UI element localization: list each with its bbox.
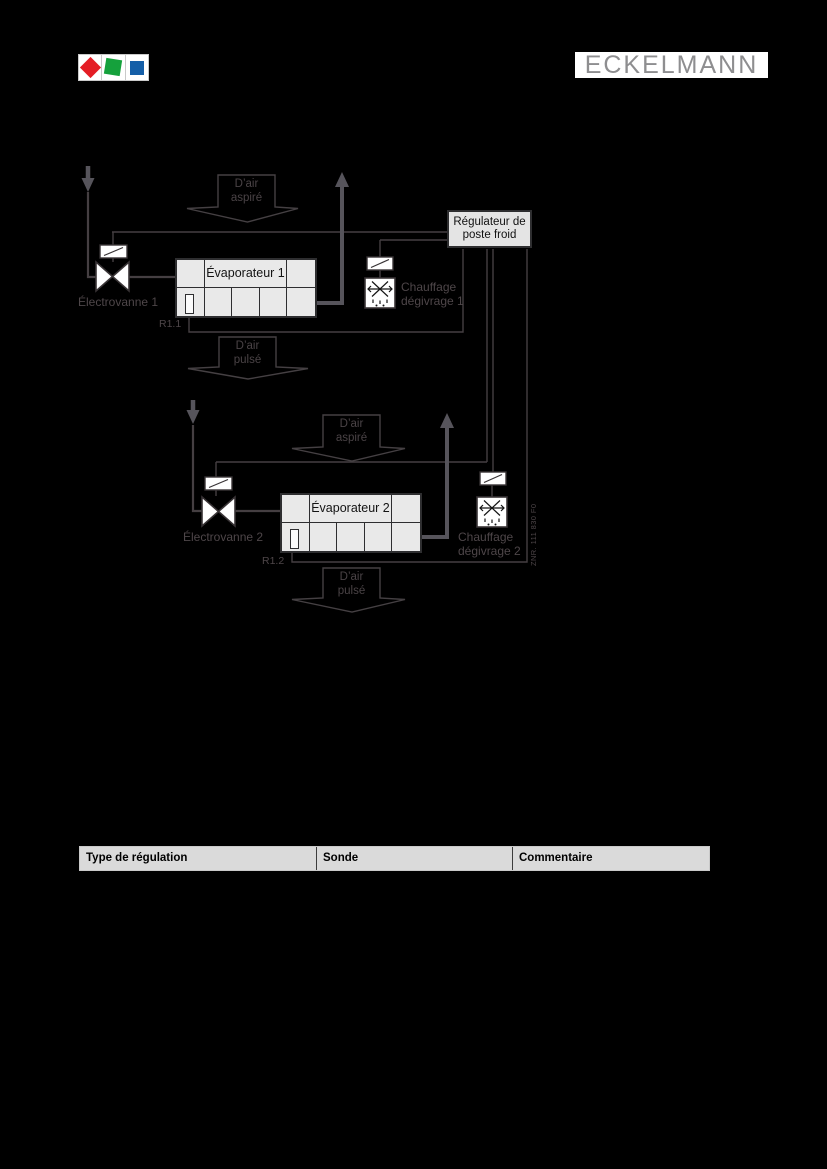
air-in-label-2 — [323, 418, 380, 445]
air-out-line1: D’air — [339, 571, 364, 583]
valve-2-label: Électrovanne 2 — [183, 530, 264, 544]
evaporator-row — [282, 495, 420, 523]
temperature-probe-r1-2 — [290, 529, 299, 549]
evaporator-row — [282, 523, 420, 551]
defrost-1-line2: dégivrage 1 — [401, 293, 464, 308]
suction-duct-1 — [317, 186, 342, 303]
liquid-line-1 — [88, 192, 96, 277]
up-arrow-icon — [335, 172, 349, 187]
air-in-line2: aspiré — [335, 431, 368, 444]
air-out-line1: D’air — [235, 340, 260, 352]
evaporator-1-label: Évaporateur 1 — [205, 260, 288, 287]
drop-dot — [376, 305, 378, 307]
air-out-label-1 — [219, 340, 276, 367]
evaporator-cell — [365, 523, 393, 551]
defrost-2-line1: Chauffage — [458, 530, 514, 544]
column-header-sonde: Sonde — [317, 847, 513, 870]
evaporator-cell — [392, 523, 420, 551]
evaporator-2-box — [280, 493, 422, 553]
wire-defrost2-to-regulator — [492, 249, 493, 497]
drop-dot — [383, 305, 385, 307]
evaporator-cell — [310, 523, 338, 551]
parameter-table-header — [79, 846, 710, 871]
air-in-line1: D’air — [234, 178, 259, 190]
evaporator-row — [177, 288, 315, 316]
temperature-probe-r1-1 — [185, 294, 194, 314]
evaporator-2-label: Évaporateur 2 — [310, 495, 393, 522]
down-arrow-icon — [82, 178, 95, 192]
suction-duct-2 — [420, 427, 447, 537]
evaporator-cell — [337, 523, 365, 551]
evaporator-cell — [287, 260, 315, 287]
drop-dot — [488, 524, 490, 526]
drop-dot — [495, 524, 497, 526]
valve-icon — [219, 497, 236, 526]
valve-1-label: Électrovanne 1 — [78, 295, 159, 309]
evaporator-cell — [287, 288, 315, 316]
defrost-2-line2: dégivrage 2 — [458, 543, 521, 558]
liquid-line-2 — [193, 425, 202, 511]
defrost-1-label — [401, 281, 464, 308]
column-header-type: Type de régulation — [80, 847, 317, 870]
air-out-label-2 — [323, 571, 380, 598]
evaporator-cell — [260, 288, 288, 316]
controller-label-line1: Régulateur de — [453, 216, 526, 228]
air-out-line2: pulsé — [337, 584, 366, 597]
up-arrow-icon — [440, 413, 454, 428]
air-in-line2: aspiré — [230, 191, 263, 204]
evaporator-cell — [232, 288, 260, 316]
evaporator-cell — [282, 495, 310, 522]
evaporator-cell — [392, 495, 420, 522]
valve-icon — [202, 497, 219, 526]
valve-icon — [96, 262, 113, 291]
probe-1-label: R1.1 — [159, 318, 182, 330]
defrost-2-label — [458, 531, 521, 558]
defrost-1-line1: Chauffage — [401, 280, 457, 294]
controller-label-line2: poste froid — [462, 229, 517, 241]
valve-icon — [113, 262, 130, 291]
company-logo-text: ECKELMANN — [584, 51, 759, 79]
air-out-line2: pulsé — [233, 353, 262, 366]
column-header-commentaire: Commentaire — [519, 852, 593, 864]
evaporator-row — [177, 260, 315, 288]
air-in-label-1 — [218, 178, 275, 205]
probe-2-label: R1.2 — [262, 555, 285, 567]
evaporator-cell — [177, 260, 205, 287]
cold-station-controller-box — [447, 210, 532, 248]
evaporator-cell — [205, 288, 233, 316]
air-in-line1: D’air — [339, 418, 364, 430]
evaporator-1-box — [175, 258, 317, 318]
defrost-heaters — [365, 278, 507, 527]
down-arrow-icon — [187, 410, 200, 424]
drawing-number: ZNR. 111 830 F0 — [529, 503, 538, 566]
